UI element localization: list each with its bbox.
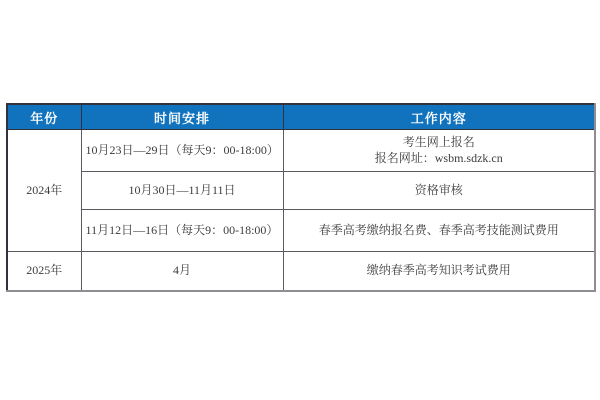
year-cell-2025: 2025年 [7,252,81,292]
header-cell-time: 时间安排 [81,104,283,130]
time-cell: 4月 [81,252,283,292]
work-line: 考生网上报名 [402,134,475,149]
schedule-table [6,103,596,292]
work-line: 缴纳春季高考知识考试费用 [366,263,511,278]
registration-url: 报名网址：wsbm.sdzk.cn [374,150,503,165]
header-cell-year: 年份 [7,104,81,130]
work-line: 春季高考缴纳报名费、春季高考技能测试费用 [318,222,559,237]
table-row [7,252,595,292]
work-cell [283,210,595,252]
time-cell: 11月12日—16日（每天9：00-18:00） [81,210,283,252]
time-cell: 10月23日—29日（每天9：00-18:00） [81,130,283,172]
table-row [7,210,595,252]
work-cell [283,130,595,172]
table-header-row [7,104,595,130]
time-cell: 10月30日—11月11日 [81,172,283,210]
work-line: 资格审核 [414,182,463,197]
work-cell [283,172,595,210]
year-cell-2024: 2024年 [7,130,81,252]
table-row [7,172,595,210]
header-cell-work: 工作内容 [283,104,595,130]
table-row [7,130,595,172]
work-cell [283,252,595,292]
